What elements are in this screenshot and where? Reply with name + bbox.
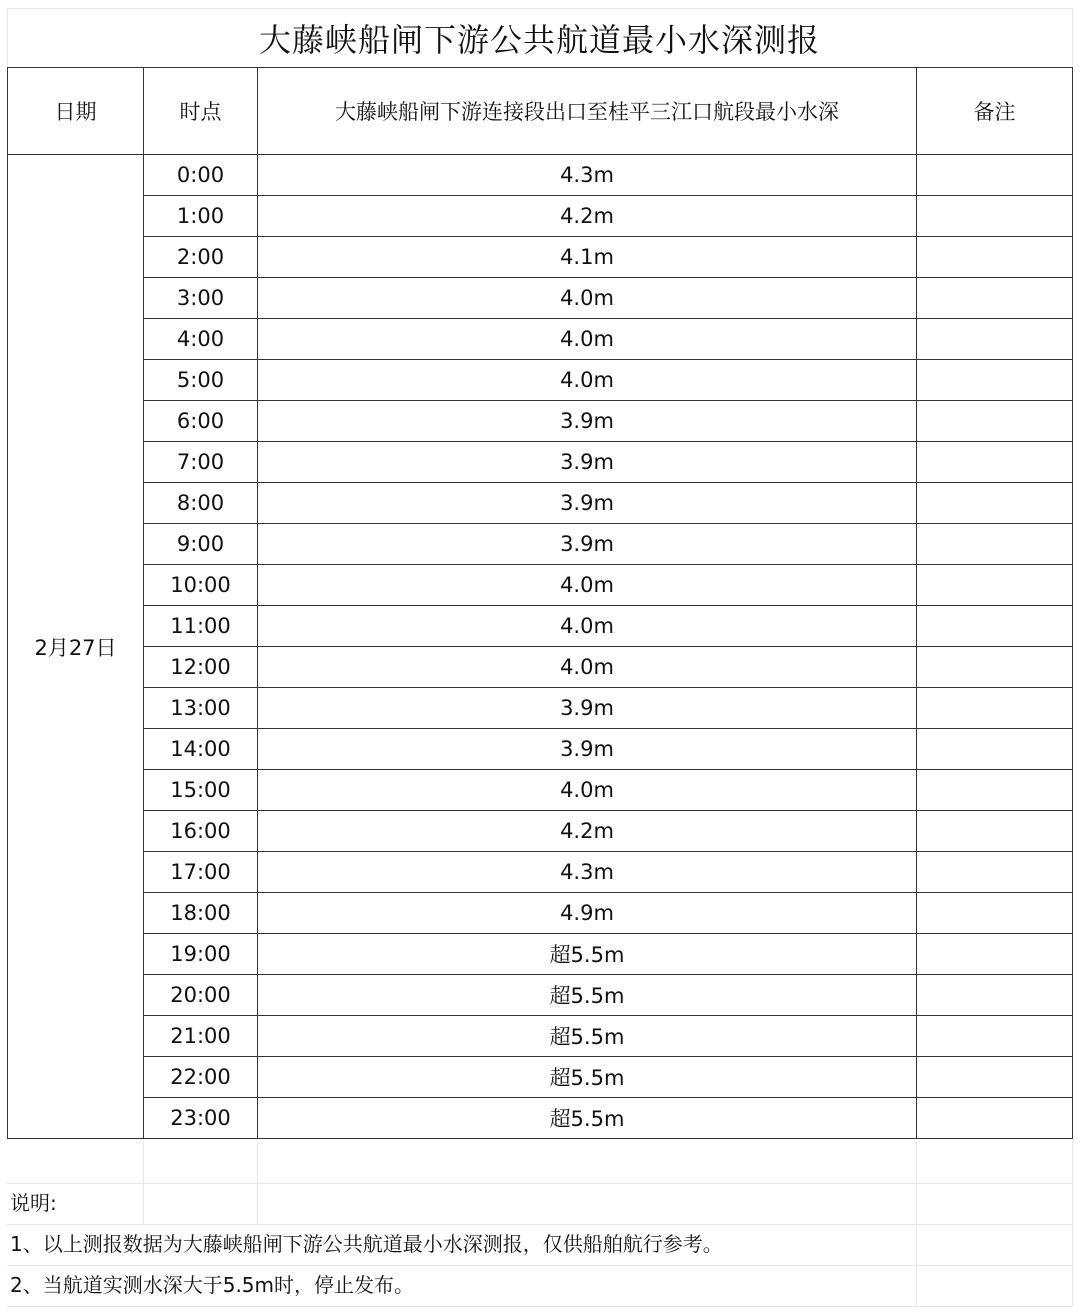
table-row [8,524,1073,565]
table-row [8,565,1073,606]
time-cell: 14:00 [144,729,258,770]
time-cell: 10:00 [144,565,258,606]
depth-cell: 4.2m [258,196,917,237]
remark-cell [917,1098,1073,1139]
depth-cell: 3.9m [258,401,917,442]
depth-cell: 4.2m [258,811,917,852]
depth-cell: 超5.5m [258,934,917,975]
depth-cell: 超5.5m [258,1016,917,1057]
time-cell: 22:00 [144,1057,258,1098]
table-row [8,770,1073,811]
remark-cell [917,934,1073,975]
remark-cell [917,360,1073,401]
time-cell: 4:00 [144,319,258,360]
table-row [8,893,1073,934]
time-cell: 13:00 [144,688,258,729]
depth-cell: 4.1m [258,237,917,278]
time-cell: 15:00 [144,770,258,811]
remark-cell [917,1057,1073,1098]
remark-cell [917,811,1073,852]
time-cell: 12:00 [144,647,258,688]
depth-cell: 3.9m [258,442,917,483]
table-row [8,483,1073,524]
table-row [8,1098,1073,1139]
header-remark: 备注 [917,68,1073,155]
depth-cell: 4.0m [258,565,917,606]
depth-cell: 3.9m [258,729,917,770]
note-item-1: 1、以上测报数据为大藤峡船闸下游公共航道最小水深测报，仅供船舶航行参考。 [10,1232,723,1256]
remark-cell [917,196,1073,237]
remark-cell [917,729,1073,770]
remark-cell [917,442,1073,483]
time-cell: 11:00 [144,606,258,647]
table-row [8,442,1073,483]
remark-cell [917,483,1073,524]
table-row [8,196,1073,237]
date-cell: 2月27日 [8,155,144,1139]
table-row [8,934,1073,975]
table-row [8,1016,1073,1057]
depth-cell: 4.0m [258,606,917,647]
remark-cell [917,852,1073,893]
time-cell: 19:00 [144,934,258,975]
table-body [8,155,1073,1139]
note-item-2: 2、当航道实测水深大于5.5m时，停止发布。 [10,1273,415,1297]
time-cell: 3:00 [144,278,258,319]
time-cell: 17:00 [144,852,258,893]
table-row [8,401,1073,442]
table-row [8,155,1073,196]
depth-cell: 超5.5m [258,1098,917,1139]
table-row [8,606,1073,647]
time-cell: 7:00 [144,442,258,483]
table-row [8,360,1073,401]
time-cell: 16:00 [144,811,258,852]
gridline [7,1306,1072,1307]
remark-cell [917,237,1073,278]
depth-cell: 4.9m [258,893,917,934]
table-row [8,278,1073,319]
remark-cell [917,688,1073,729]
remark-cell [917,319,1073,360]
remark-cell [917,606,1073,647]
header-time: 时点 [144,68,258,155]
header-date: 日期 [8,68,144,155]
water-depth-table [7,67,1073,1139]
time-cell: 18:00 [144,893,258,934]
depth-cell: 超5.5m [258,1057,917,1098]
remark-cell [917,155,1073,196]
table-row [8,975,1073,1016]
depth-cell: 4.0m [258,278,917,319]
table-row [8,647,1073,688]
remark-cell [917,278,1073,319]
time-cell: 21:00 [144,1016,258,1057]
depth-cell: 4.0m [258,319,917,360]
depth-cell: 3.9m [258,688,917,729]
time-cell: 6:00 [144,401,258,442]
remark-cell [917,893,1073,934]
remark-cell [917,975,1073,1016]
time-cell: 23:00 [144,1098,258,1139]
depth-cell: 4.0m [258,647,917,688]
remark-cell [917,565,1073,606]
table-row [8,1057,1073,1098]
notes-section [7,1183,1072,1306]
time-cell: 0:00 [144,155,258,196]
depth-cell: 3.9m [258,524,917,565]
header-row [8,68,1073,155]
depth-cell: 4.0m [258,770,917,811]
table-row [8,319,1073,360]
remark-cell [917,770,1073,811]
table-row [8,688,1073,729]
remark-cell [917,647,1073,688]
time-cell: 9:00 [144,524,258,565]
depth-cell: 4.0m [258,360,917,401]
depth-cell: 超5.5m [258,975,917,1016]
table-row [8,811,1073,852]
table-row [8,237,1073,278]
time-cell: 5:00 [144,360,258,401]
time-cell: 1:00 [144,196,258,237]
remark-cell [917,1016,1073,1057]
depth-cell: 4.3m [258,155,917,196]
remark-cell [917,401,1073,442]
notes-heading: 说明: [10,1191,57,1215]
table-row [8,852,1073,893]
gridline [1072,1142,1073,1306]
depth-cell: 4.3m [258,852,917,893]
gridline [1072,8,1073,68]
header-depth: 大藤峡船闸下游连接段出口至桂平三江口航段最小水深 [258,68,917,155]
remark-cell [917,524,1073,565]
time-cell: 8:00 [144,483,258,524]
time-cell: 20:00 [144,975,258,1016]
table-row [8,729,1073,770]
depth-cell: 3.9m [258,483,917,524]
page-title: 大藤峡船闸下游公共航道最小水深测报 [258,21,820,59]
time-cell: 2:00 [144,237,258,278]
